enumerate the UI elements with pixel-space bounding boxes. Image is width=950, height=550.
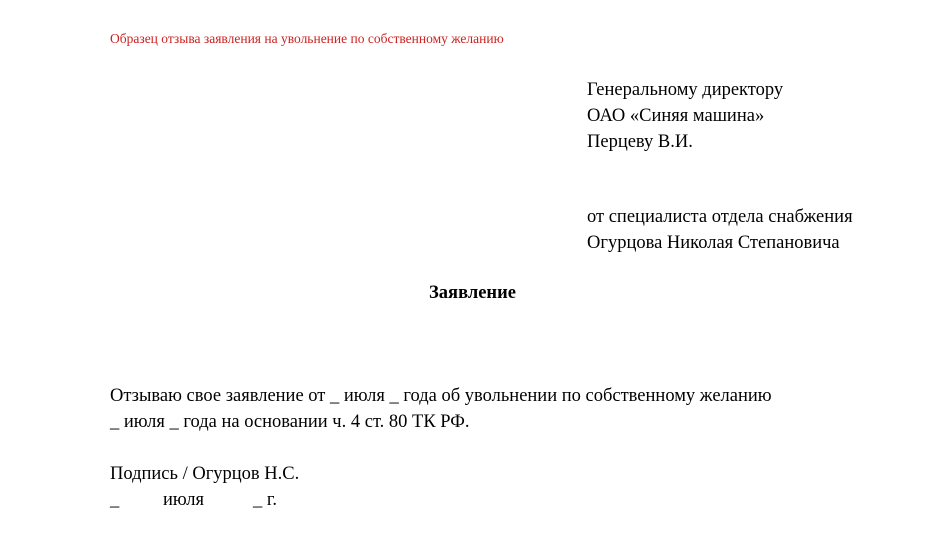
date-month: июля xyxy=(163,490,205,510)
sample-caption: Образец отзыва заявления на увольнение по собственному желанию xyxy=(110,31,504,46)
statement-body xyxy=(110,383,772,435)
signature-block xyxy=(110,461,299,513)
sender-name: Огурцова Николая Степановича xyxy=(587,233,840,253)
addressee-block xyxy=(587,77,783,155)
document-title: Заявление xyxy=(429,283,516,303)
statement-line-1: Отзываю свое заявление от _ июля _ года об увольнении по собственному желанию xyxy=(110,386,772,406)
signature-line: Подпись / Огурцов Н.С. xyxy=(110,464,300,484)
date-year: _ г. xyxy=(253,490,278,510)
addressee-position: Генеральному директору xyxy=(587,80,784,100)
sender-position: от специалиста отдела снабжения xyxy=(587,207,853,227)
date-day: _ xyxy=(110,490,120,510)
date-line xyxy=(110,487,299,513)
sender-block xyxy=(587,204,853,256)
addressee-company: ОАО «Синяя машина» xyxy=(587,106,765,126)
addressee-name: Перцеву В.И. xyxy=(587,132,693,152)
statement-line-2: _ июля _ года на основании ч. 4 ст. 80 ТК РФ. xyxy=(110,412,470,432)
